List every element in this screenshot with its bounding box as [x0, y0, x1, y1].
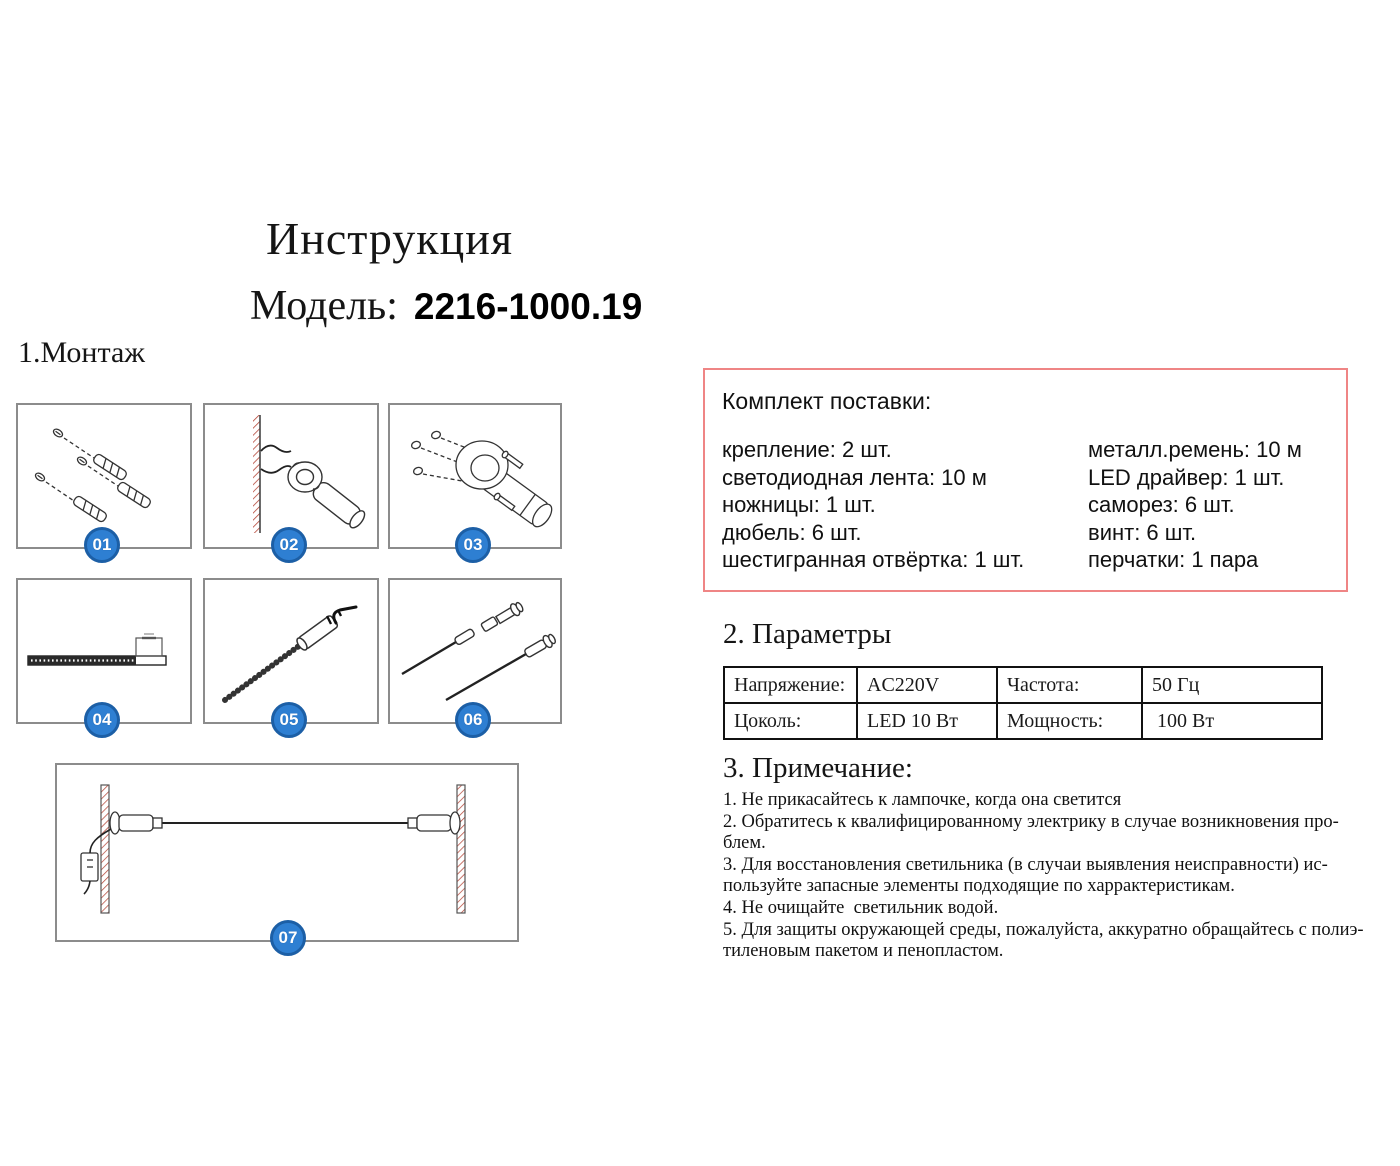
param-value: AC220V: [857, 667, 997, 703]
param-value: 50 Гц: [1142, 667, 1322, 703]
wall-mount-with-wires-icon: [205, 405, 373, 543]
note-line: 2. Обратитесь к квалифицированному электрику в случае возникновения про-: [723, 811, 1339, 832]
step-badge-07: 07: [270, 920, 306, 956]
flange-mount-assembly-icon: [390, 405, 556, 543]
note-line: тиленовым пакетом и пенопластом.: [723, 941, 1004, 962]
package-item: винт: 6 шт.: [1088, 519, 1197, 545]
step-badge-01: 01: [84, 527, 120, 563]
parameters-heading: 2. Параметры: [723, 618, 892, 650]
strip-inserted-in-sleeve-icon: [205, 580, 373, 718]
model-label: Модель:: [250, 283, 398, 329]
notes-heading: 3. Примечание:: [723, 752, 913, 784]
note-line: 5. Для защиты окружающей среды, пожалуйста, аккуратно обращайтесь с полиэ-: [723, 919, 1364, 940]
package-item: LED драйвер: 1 шт.: [1088, 464, 1285, 490]
notes-list: [723, 790, 1364, 963]
param-value: 100 Вт: [1142, 703, 1322, 739]
note-line: пользуйте запасные элементы подходящие по харрактеристикам.: [723, 876, 1235, 897]
step-badge-03: 03: [455, 527, 491, 563]
page-title: Инструкция: [266, 213, 514, 264]
note-line: блем.: [723, 833, 766, 854]
note-line: 4. Не очищайте светильник водой.: [723, 897, 999, 918]
table-row: [724, 703, 1322, 739]
step-badge-04: 04: [84, 702, 120, 738]
package-item: металл.ремень: 10 м: [1088, 437, 1302, 462]
led-strip-with-connector-icon: [18, 580, 186, 718]
package-item: ножницы: 1 шт.: [722, 492, 876, 517]
package-contents-box: [703, 368, 1348, 592]
param-label: Напряжение:: [724, 667, 857, 703]
package-left-column: [722, 436, 1024, 574]
note-line: 3. Для восстановления светильника (в случаи выявления неисправности) ис-: [723, 854, 1328, 875]
package-item: дюбель: 6 шт.: [722, 519, 862, 545]
note-line: 1. Не прикасайтесь к лампочке, когда она светится: [723, 790, 1122, 810]
montage-heading: 1.Монтаж: [18, 336, 146, 369]
model-number: 2216-1000.19: [413, 286, 643, 327]
package-item: крепление: 2 шт.: [722, 437, 892, 462]
fixture-installed-between-walls-icon: [57, 765, 513, 936]
wall-anchors-screws-icon: [18, 405, 186, 543]
step-badge-02: 02: [271, 527, 307, 563]
package-item: светодиодная лента: 10 м: [722, 464, 987, 490]
montage-step-box-07: [55, 763, 519, 942]
package-right-column: [1088, 436, 1302, 574]
model-row: [250, 282, 642, 330]
package-contents-heading: Комплект поставки:: [722, 388, 932, 414]
param-label: Мощность:: [997, 703, 1142, 739]
param-label: Частота:: [997, 667, 1142, 703]
step-badge-05: 05: [271, 702, 307, 738]
package-item: саморез: 6 шт.: [1088, 492, 1235, 517]
parameters-table: [723, 666, 1323, 740]
tension-cables-fittings-icon: [390, 580, 556, 718]
table-row: [724, 667, 1322, 703]
param-value: LED 10 Вт: [857, 703, 997, 739]
package-item: перчатки: 1 пара: [1088, 547, 1259, 572]
param-label: Цоколь:: [724, 703, 857, 739]
package-item: шестигранная отвёртка: 1 шт.: [722, 547, 1025, 572]
step-badge-06: 06: [455, 702, 491, 738]
